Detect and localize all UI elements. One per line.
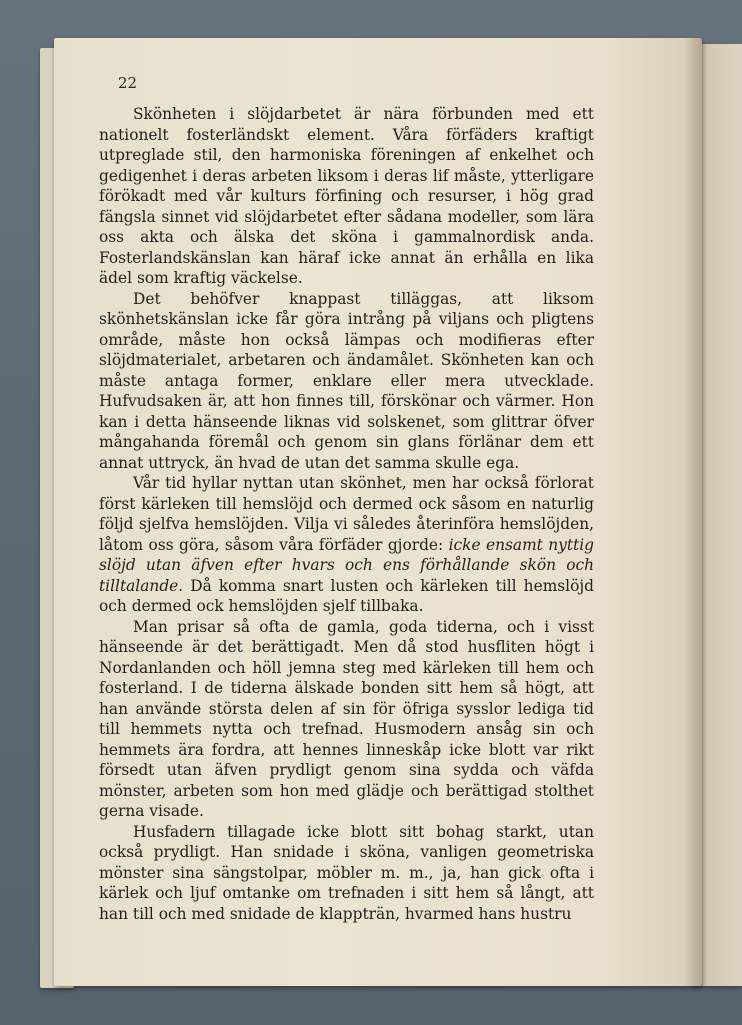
body-text — [99, 104, 594, 924]
paragraph-text: Då komma snart lusten och kärleken till hemslöjd och dermed ock hemslöjden sjelf tillbaka. — [99, 576, 594, 615]
paragraph — [99, 473, 594, 617]
paragraph-text: Husfadern tillagade icke blott sitt bohag starkt, utan också prydligt. Han snidade i sköna, vanligen geometriska mönster sina sängstolpar, möbler m. m., ja, han gick ofta i kärlek och ljuf omtanke om trefnaden i sitt hem så långt, att han till och med snidade de klappträn, hvarmed hans hustru — [99, 822, 594, 923]
italic-text: icke ensamt nyttig slöjd utan äfven efter hvars och ens förhållande skön och tilltalande. — [99, 535, 594, 595]
paragraph — [99, 289, 594, 474]
paragraph-text: Man prisar så ofta de gamla, goda tiderna, och i visst hänseende är det berättigadt. Men då stod husfliten högt i Nordanlanden och höll jemna steg med kärleken till hem och fosterland. I de tiderna älskade bonden sitt hem så högt, att han använde största delen af sin för öfriga sysslor lediga tid till hemmets nytta och trefnad. Husmodern ansåg sin och hemmets ära fordra, att hennes linneskåp icke blott var rikt försedt utan äfven prydligt genom sina sydda och väfda mönster, arbeten som hon med glädje och berättigad stolthet gerna visade. — [99, 617, 594, 820]
paragraph — [99, 104, 594, 289]
paragraph-text: Vår tid hyllar nyttan utan skönhet, men har också förlorat först kärleken till hemslöjd och dermed ock såsom en naturlig följd sjelfva hemslöjden. Vilja vi således återinföra hemslöjden, låtom oss göra, såsom våra förfäder gjorde: — [99, 474, 594, 554]
page-number: 22 — [118, 74, 138, 92]
paragraph — [99, 822, 594, 925]
gutter-shadow — [684, 38, 702, 986]
paragraph-text: Det behöfver knappast tilläggas, att liksom skönhetskänslan icke får göra intrång på viljans och pligtens område, måste hon också lämpas och modifieras efter slöjdmaterialet, arbetaren och ändamålet. Skönheten kan och måste antaga former, enklare eller mera utvecklade. Hufvudsaken är, att hon finnes till, förskönar och värmer. Hon kan i detta hänseende liknas vid solskenet, som glittrar öfver mångahanda föremål och genom sin glans förlänar dem ett annat uttryck, än hvad de utan det samma skulle ega. — [99, 289, 594, 472]
paragraph-text: Skönheten i slöjdarbetet är nära förbunden med ett nationelt fosterländskt element. Våra förfäders kraftigt utpreglade stil, den harmoniska föreningen af enkelhet och gedigenhet i deras arbeten liksom i deras lif måste, ytterligare förökadt med vår kulturs förfining och resurser, i hög grad fängsla sinnet vid slöjdarbetet efter sådana modeller, som lära oss akta och älska det sköna i gammalnordisk anda. Fosterlandskänslan kan häraf icke annat än erhålla en lika ädel som kraftig väckelse. — [99, 105, 594, 287]
paragraph — [99, 617, 594, 822]
